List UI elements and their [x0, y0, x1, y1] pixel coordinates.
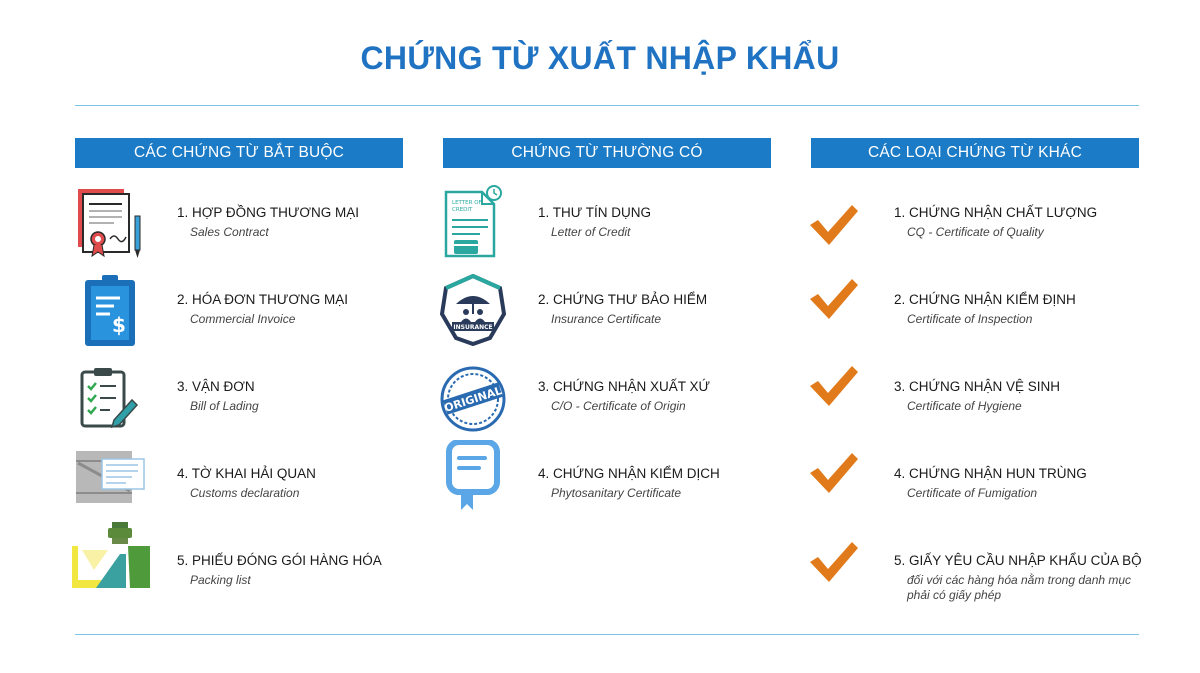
- list-item: [894, 292, 1194, 327]
- item-subtitle: đối với các hàng hóa nằm trong danh mục phải có giấy phép: [907, 573, 1132, 602]
- list-item: [538, 379, 838, 414]
- list-item: [177, 553, 477, 588]
- svg-text:$: $: [112, 313, 126, 337]
- certificate-ribbon-icon: [445, 440, 501, 514]
- item-subtitle: Letter of Credit: [551, 225, 631, 239]
- item-subtitle: Customs declaration: [190, 486, 300, 500]
- item-subtitle: Certificate of Fumigation: [907, 486, 1038, 500]
- item-subtitle: Commercial Invoice: [190, 312, 296, 326]
- invoice-icon: [80, 272, 140, 348]
- item-title: 1. THƯ TÍN DỤNG: [538, 205, 652, 220]
- insurance-label: INSURANCE: [453, 324, 493, 331]
- item-title: 3. CHỨNG NHẬN XUẤT XỨ: [538, 379, 711, 394]
- clipboard-checklist-icon: [78, 366, 140, 430]
- item-title: 5. GIẤY YÊU CẦU NHẬP KHẨU CỦA BỘ: [894, 553, 1142, 568]
- list-item: [177, 292, 477, 327]
- list-item: [894, 379, 1194, 414]
- page-title: CHỨNG TỪ XUẤT NHẬP KHẨU: [360, 40, 840, 76]
- original-stamp-icon: [438, 364, 508, 434]
- item-title: 1. HỢP ĐỒNG THƯƠNG MẠI: [177, 205, 359, 220]
- letter-of-credit-label-2: CREDIT: [452, 207, 473, 213]
- list-item: [177, 205, 477, 240]
- checkmark-icon: [808, 203, 860, 247]
- item-title: 4. CHỨNG NHẬN HUN TRÙNG: [894, 466, 1087, 481]
- item-subtitle: Certificate of Hygiene: [907, 399, 1022, 413]
- column-header-common: CHỨNG TỪ THƯỜNG CÓ: [443, 138, 771, 168]
- checkmark-icon: [808, 451, 860, 495]
- list-item: [894, 553, 1144, 603]
- top-divider: [75, 105, 1139, 106]
- item-title: 3. CHỨNG NHẬN VỆ SINH: [894, 379, 1061, 394]
- list-item: [538, 466, 838, 501]
- list-item: [177, 466, 477, 501]
- item-title: 4. CHỨNG NHẬN KIỂM DỊCH: [538, 466, 720, 481]
- item-subtitle: Phytosanitary Certificate: [551, 486, 682, 500]
- list-item: [894, 205, 1194, 240]
- contract-icon: [74, 186, 146, 262]
- insurance-icon: [438, 274, 508, 346]
- column-header-other: CÁC LOẠI CHỨNG TỪ KHÁC: [811, 138, 1139, 168]
- list-item: [538, 292, 838, 327]
- item-subtitle: Certificate of Inspection: [907, 312, 1033, 326]
- checkmark-icon: [808, 277, 860, 321]
- item-subtitle: CQ - Certificate of Quality: [907, 225, 1044, 239]
- list-item: [177, 379, 477, 414]
- packing-officer-icon: [68, 520, 152, 592]
- crate-document-icon: [74, 449, 146, 505]
- item-title: 4. TỜ KHAI HẢI QUAN: [177, 466, 316, 481]
- item-subtitle: Insurance Certificate: [551, 312, 662, 326]
- item-title: 2. CHỨNG THƯ BẢO HIỂM: [538, 292, 708, 307]
- letter-of-credit-label-1: LETTER OF: [452, 200, 482, 206]
- list-item: [538, 205, 838, 240]
- item-subtitle: Bill of Lading: [190, 399, 259, 413]
- item-title: 2. HÓA ĐƠN THƯƠNG MẠI: [177, 292, 348, 307]
- item-title: 3. VẬN ĐƠN: [177, 379, 255, 394]
- item-subtitle: Sales Contract: [190, 225, 269, 239]
- bottom-divider: [75, 634, 1139, 635]
- original-stamp-label: ORIGINAL: [442, 384, 504, 415]
- checkmark-icon: [808, 540, 860, 584]
- item-title: 1. CHỨNG NHẬN CHẤT LƯỢNG: [894, 205, 1098, 220]
- letter-of-credit-icon: [440, 184, 504, 260]
- item-title: 5. PHIẾU ĐÓNG GÓI HÀNG HÓA: [177, 553, 382, 568]
- checkmark-icon: [808, 364, 860, 408]
- list-item: [894, 466, 1194, 501]
- item-subtitle: Packing list: [190, 573, 251, 587]
- column-header-mandatory: CÁC CHỨNG TỪ BẮT BUỘC: [75, 138, 403, 168]
- item-subtitle: C/O - Certificate of Origin: [551, 399, 686, 413]
- item-title: 2. CHỨNG NHẬN KIỂM ĐỊNH: [894, 292, 1076, 307]
